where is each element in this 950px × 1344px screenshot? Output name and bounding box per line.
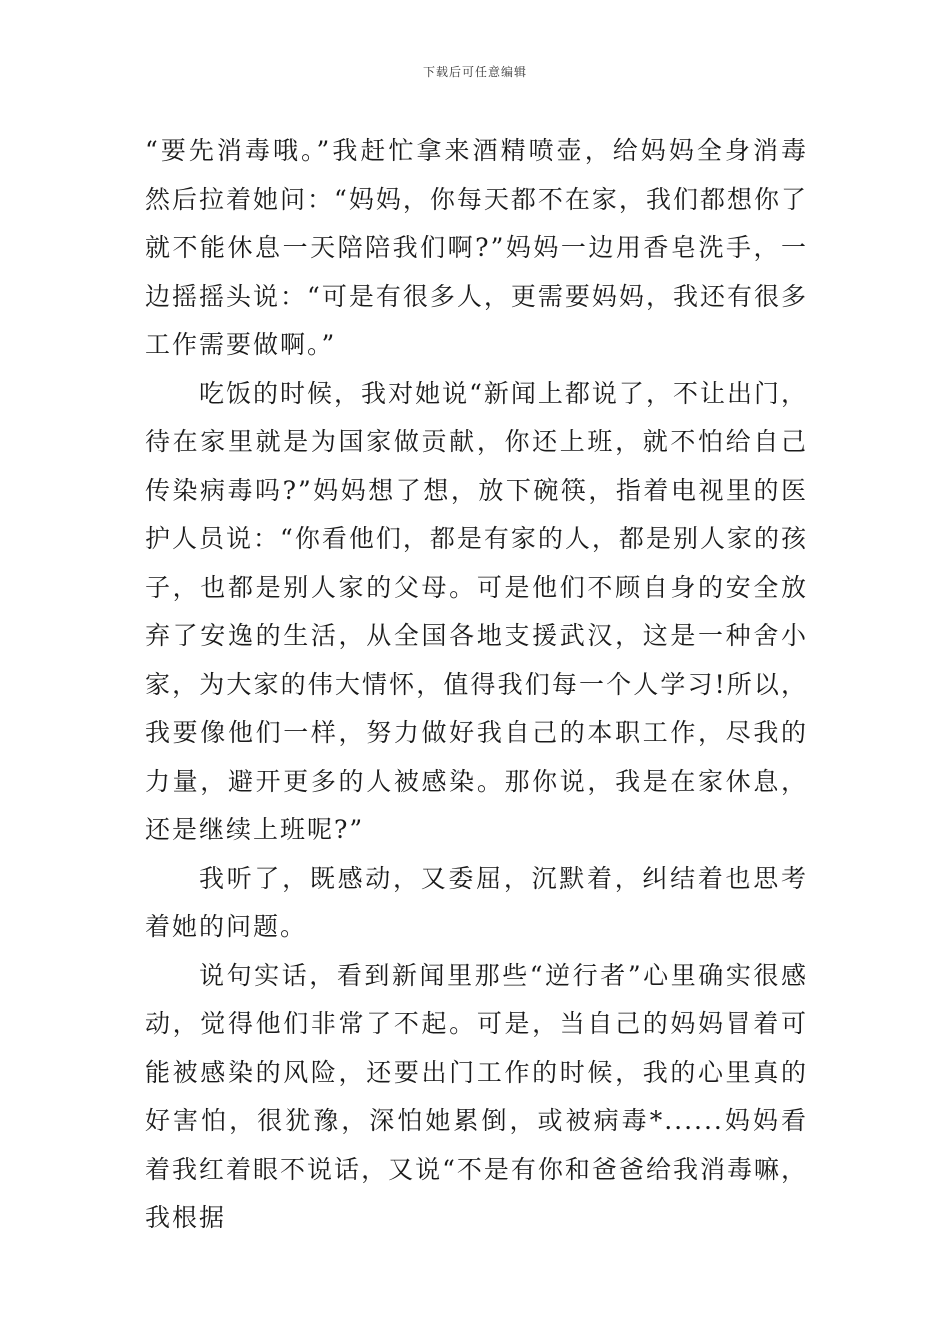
page-header: 下载后可任意编辑 bbox=[422, 65, 527, 79]
paragraph-4: 说句实话，看到新闻里那些“逆行者”心里确实很感动，觉得他们非常了不起。可是，当自己的妈妈冒着可能被感染的风险，还要出门工作的时候，我的心里真的好害怕，很犹豫，深怕她累倒，或被病毒*......妈妈看着我红着眼不说话，又说“不是有你和爸爸给我消毒嘛，我根据 bbox=[145, 960, 808, 1232]
paragraph-3: 我听了，既感动，又委屈，沉默着，纠结着也思考着她的问题。 bbox=[145, 863, 808, 941]
document-body bbox=[145, 127, 808, 1243]
paragraph-2: 吃饭的时候，我对她说“新闻上都说了，不让出门，待在家里就是为国家做贡献，你还上班，就不怕给自己传染病毒吗?”妈妈想了想，放下碗筷，指着电视里的医护人员说：“你看他们，都是有家的人，都是别人家的孩子，也都是别人家的父母。可是他们不顾自身的安全放弃了安逸的生活，从全国各地支援武汉，这是一种舍小家，为大家的伟大情怀，值得我们每一个人学习!所以，我要像他们一样，努力做好我自己的本职工作，尽我的力量，避开更多的人被感染。那你说，我是在家休息，还是继续上班呢?” bbox=[145, 378, 808, 844]
paragraph-1: “要先消毒哦。”我赶忙拿来酒精喷壶，给妈妈全身消毒然后拉着她问：“妈妈，你每天都不在家，我们都想你了就不能休息一天陪陪我们啊?”妈妈一边用香皂洗手，一边摇摇头说：“可是有很多人，更需要妈妈，我还有很多工作需要做啊。” bbox=[145, 136, 808, 359]
